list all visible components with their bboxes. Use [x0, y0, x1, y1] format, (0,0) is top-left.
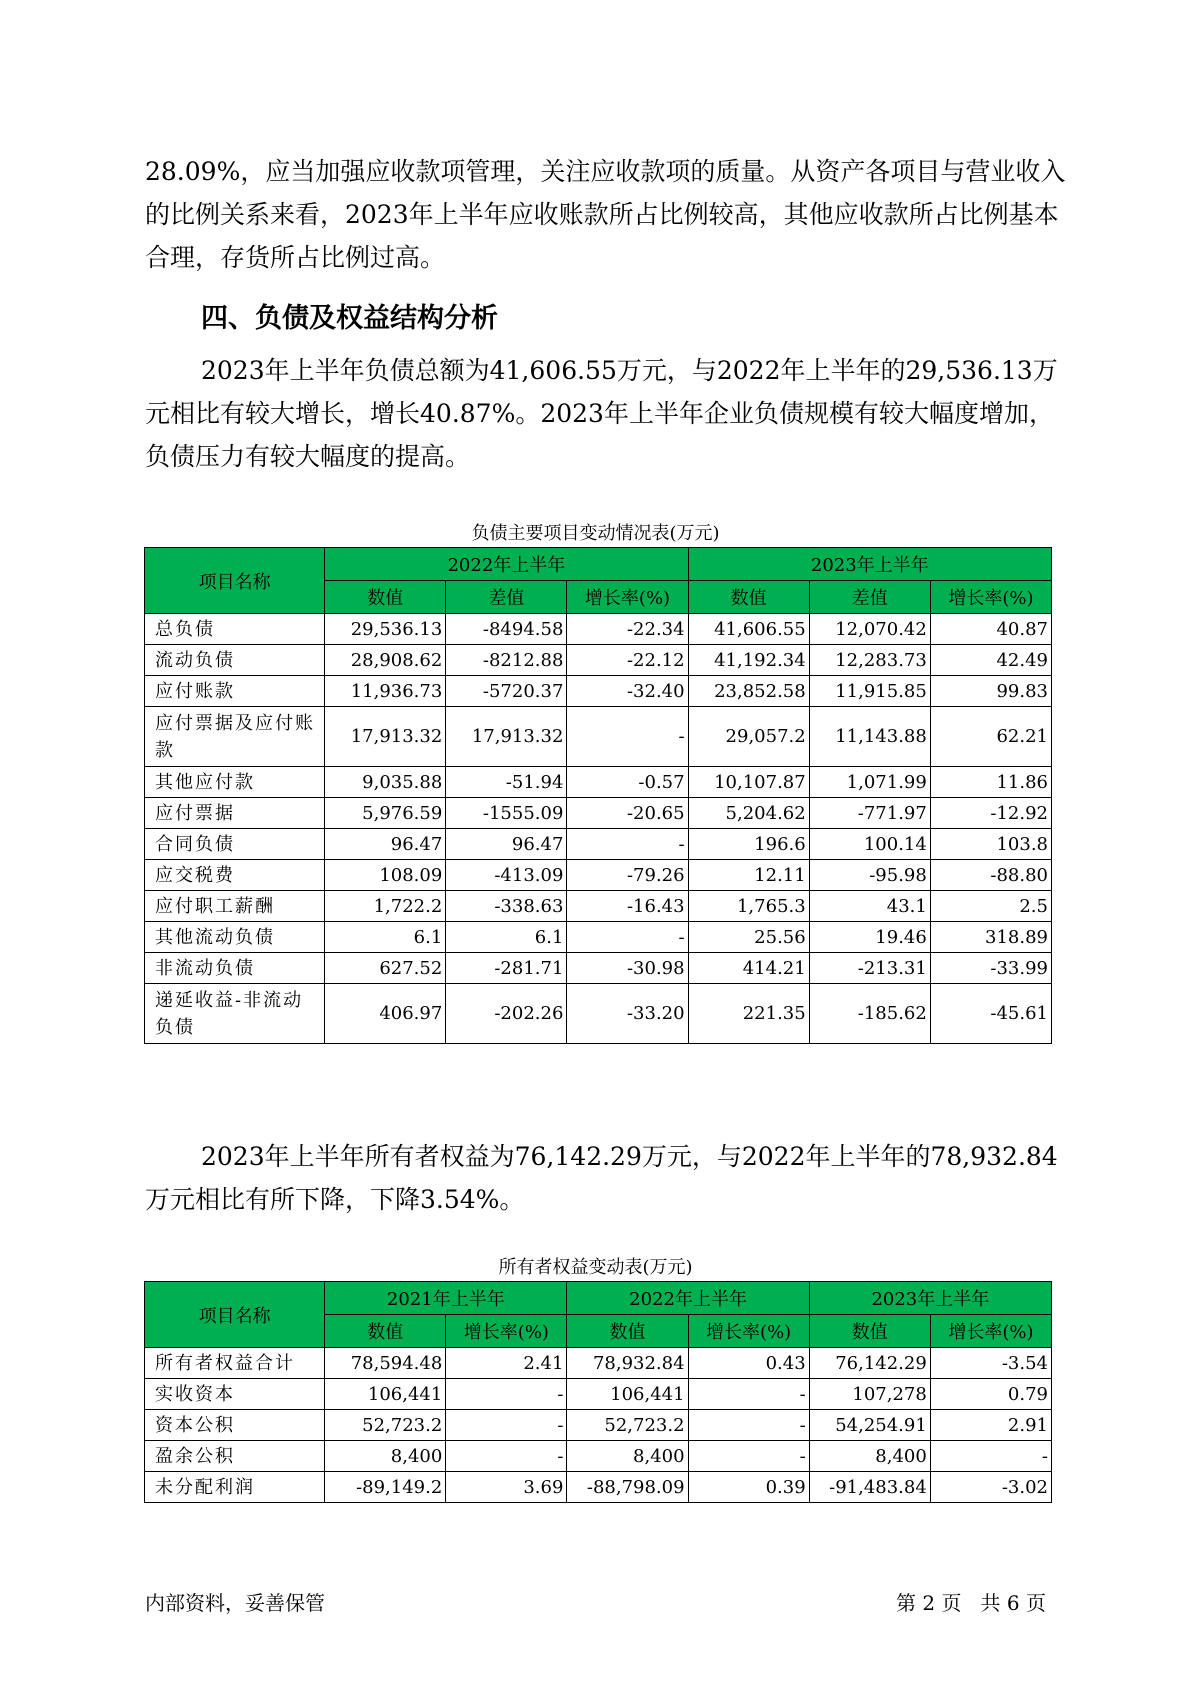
subheader-growth: 增长率(%) — [930, 1315, 1051, 1348]
table-cell: 2.91 — [930, 1410, 1051, 1441]
table-cell: -3.54 — [930, 1348, 1051, 1379]
subheader-diff: 差值 — [809, 581, 930, 614]
table-cell: 19.46 — [809, 922, 930, 953]
table-cell: - — [930, 1441, 1051, 1472]
table-cell: 9,035.88 — [325, 767, 446, 798]
row-label: 应付票据及应付账款 — [145, 707, 325, 767]
table-cell: 78,932.84 — [567, 1348, 688, 1379]
table-cell: 100.14 — [809, 829, 930, 860]
table-cell: 108.09 — [325, 860, 446, 891]
table-cell: - — [567, 829, 688, 860]
row-label: 应付职工薪酬 — [145, 891, 325, 922]
table-cell: 1,765.3 — [688, 891, 809, 922]
table-cell: - — [688, 1441, 809, 1472]
table-row — [145, 891, 1052, 922]
subheader-diff: 差值 — [446, 581, 567, 614]
paragraph-liabilities: 2023年上半年负债总额为41,606.55万元，与2022年上半年的29,536.13万元相比有较大增长，增长40.87%。2023年上半年企业负债规模有较大幅度增加，负债压力有较大幅度的提高。 — [145, 356, 1058, 471]
table-cell: -88.80 — [930, 860, 1051, 891]
table-cell: -45.61 — [930, 984, 1051, 1044]
table-cell: 78,594.48 — [325, 1348, 446, 1379]
table-cell: 196.6 — [688, 829, 809, 860]
table-cell: -1555.09 — [446, 798, 567, 829]
table-row — [145, 922, 1052, 953]
table-cell: 52,723.2 — [325, 1410, 446, 1441]
table-cell: 42.49 — [930, 645, 1051, 676]
table-row — [145, 1441, 1052, 1472]
table-cell: 29,057.2 — [688, 707, 809, 767]
row-label: 未分配利润 — [145, 1472, 325, 1503]
paragraph-equity: 2023年上半年所有者权益为76,142.29万元，与2022年上半年的78,932.84万元相比有所下降，下降3.54%。 — [145, 1142, 1058, 1214]
table-cell: - — [446, 1379, 567, 1410]
table-cell: 54,254.91 — [809, 1410, 930, 1441]
table-row — [145, 1379, 1052, 1410]
table-cell: 2.41 — [446, 1348, 567, 1379]
table-cell: -88,798.09 — [567, 1472, 688, 1503]
table-cell: 0.39 — [688, 1472, 809, 1503]
subheader-value: 数值 — [325, 1315, 446, 1348]
table-cell: -32.40 — [567, 676, 688, 707]
row-label: 盈余公积 — [145, 1441, 325, 1472]
table-row — [145, 1410, 1052, 1441]
table-cell: -413.09 — [446, 860, 567, 891]
header-item-name: 项目名称 — [145, 1282, 325, 1348]
table-cell: 28,908.62 — [325, 645, 446, 676]
table-cell: -8494.58 — [446, 614, 567, 645]
table-cell: -22.12 — [567, 645, 688, 676]
table-cell: - — [688, 1410, 809, 1441]
row-label: 资本公积 — [145, 1410, 325, 1441]
table-cell: 11,936.73 — [325, 676, 446, 707]
table-cell: -12.92 — [930, 798, 1051, 829]
table-cell: 221.35 — [688, 984, 809, 1044]
table-cell: 103.8 — [930, 829, 1051, 860]
table-cell: 43.1 — [809, 891, 930, 922]
table-cell: 40.87 — [930, 614, 1051, 645]
liabilities-table-caption: 负债主要项目变动情况表(万元) — [471, 523, 720, 544]
table-cell: 23,852.58 — [688, 676, 809, 707]
table-row — [145, 645, 1052, 676]
table-cell: 5,976.59 — [325, 798, 446, 829]
table-cell: 41,192.34 — [688, 645, 809, 676]
table-cell: 62.21 — [930, 707, 1051, 767]
table-cell: 8,400 — [809, 1441, 930, 1472]
table-row — [145, 707, 1052, 767]
header-period-2022: 2022年上半年 — [567, 1282, 809, 1315]
table-cell: -0.57 — [567, 767, 688, 798]
row-label: 递延收益-非流动负债 — [145, 984, 325, 1044]
section-heading: 四、负债及权益结构分析 — [201, 303, 498, 334]
table-cell: 0.43 — [688, 1348, 809, 1379]
footer-confidential: 内部资料，妥善保管 — [145, 1591, 325, 1615]
table-cell: 5,204.62 — [688, 798, 809, 829]
row-label: 实收资本 — [145, 1379, 325, 1410]
subheader-value: 数值 — [688, 581, 809, 614]
table-cell: - — [567, 922, 688, 953]
table-cell: 99.83 — [930, 676, 1051, 707]
table-cell: 106,441 — [567, 1379, 688, 1410]
table-cell: 12,070.42 — [809, 614, 930, 645]
subheader-growth: 增长率(%) — [446, 1315, 567, 1348]
table-cell: 318.89 — [930, 922, 1051, 953]
table-cell: -213.31 — [809, 953, 930, 984]
table-row — [145, 676, 1052, 707]
footer-page-number: 第 2 页 共 6 页 — [896, 1591, 1046, 1615]
table-cell: 1,071.99 — [809, 767, 930, 798]
table-cell: 6.1 — [446, 922, 567, 953]
table-cell: -79.26 — [567, 860, 688, 891]
table-cell: 1,722.2 — [325, 891, 446, 922]
row-label: 流动负债 — [145, 645, 325, 676]
row-label: 所有者权益合计 — [145, 1348, 325, 1379]
row-label: 其他应付款 — [145, 767, 325, 798]
table-cell: 25.56 — [688, 922, 809, 953]
subheader-growth: 增长率(%) — [930, 581, 1051, 614]
table-cell: -8212.88 — [446, 645, 567, 676]
header-item-name: 项目名称 — [145, 548, 325, 614]
subheader-value: 数值 — [809, 1315, 930, 1348]
table-cell: -185.62 — [809, 984, 930, 1044]
table-cell: - — [688, 1379, 809, 1410]
table-cell: -16.43 — [567, 891, 688, 922]
header-period-2023: 2023年上半年 — [809, 1282, 1051, 1315]
table-cell: -22.34 — [567, 614, 688, 645]
table-cell: 11,143.88 — [809, 707, 930, 767]
table-cell: 96.47 — [325, 829, 446, 860]
liabilities-table — [144, 547, 1052, 1044]
subheader-value: 数值 — [325, 581, 446, 614]
table-row — [145, 614, 1052, 645]
table-cell: -3.02 — [930, 1472, 1051, 1503]
table-cell: 52,723.2 — [567, 1410, 688, 1441]
table-cell: -5720.37 — [446, 676, 567, 707]
table-cell: - — [446, 1441, 567, 1472]
table-cell: 29,536.13 — [325, 614, 446, 645]
table-cell: -771.97 — [809, 798, 930, 829]
table-cell: 8,400 — [567, 1441, 688, 1472]
table-cell: 106,441 — [325, 1379, 446, 1410]
table-row — [145, 829, 1052, 860]
table-cell: 627.52 — [325, 953, 446, 984]
table-row — [145, 798, 1052, 829]
table-cell: -95.98 — [809, 860, 930, 891]
table-cell: 0.79 — [930, 1379, 1051, 1410]
table-cell: 2.5 — [930, 891, 1051, 922]
table-cell: 12,283.73 — [809, 645, 930, 676]
row-label: 其他流动负债 — [145, 922, 325, 953]
table-cell: 8,400 — [325, 1441, 446, 1472]
subheader-growth: 增长率(%) — [567, 581, 688, 614]
row-label: 合同负债 — [145, 829, 325, 860]
table-row — [145, 767, 1052, 798]
row-label: 应付账款 — [145, 676, 325, 707]
table-cell: 6.1 — [325, 922, 446, 953]
row-label: 应付票据 — [145, 798, 325, 829]
row-label: 应交税费 — [145, 860, 325, 891]
table-row — [145, 1472, 1052, 1503]
table-cell: -20.65 — [567, 798, 688, 829]
table-row — [145, 984, 1052, 1044]
row-label: 总负债 — [145, 614, 325, 645]
table-row — [145, 860, 1052, 891]
table-cell: -33.20 — [567, 984, 688, 1044]
equity-table-caption: 所有者权益变动表(万元) — [498, 1257, 693, 1278]
table-cell: 17,913.32 — [446, 707, 567, 767]
table-cell: - — [446, 1410, 567, 1441]
table-row — [145, 1348, 1052, 1379]
table-cell: -91,483.84 — [809, 1472, 930, 1503]
table-cell: -33.99 — [930, 953, 1051, 984]
table-cell: 17,913.32 — [325, 707, 446, 767]
row-label: 非流动负债 — [145, 953, 325, 984]
table-cell: 406.97 — [325, 984, 446, 1044]
table-cell: - — [567, 707, 688, 767]
subheader-value: 数值 — [567, 1315, 688, 1348]
table-cell: -51.94 — [446, 767, 567, 798]
table-row — [145, 953, 1052, 984]
table-cell: 41,606.55 — [688, 614, 809, 645]
table-cell: -338.63 — [446, 891, 567, 922]
table-cell: 10,107.87 — [688, 767, 809, 798]
equity-table — [144, 1281, 1052, 1503]
table-cell: 96.47 — [446, 829, 567, 860]
table-cell: 3.69 — [446, 1472, 567, 1503]
table-cell: 11,915.85 — [809, 676, 930, 707]
table-cell: -30.98 — [567, 953, 688, 984]
paragraph-receivables: 28.09%，应当加强应收款项管理，关注应收款项的质量。从资产各项目与营业收入的比例关系来看，2023年上半年应收账款所占比例较高，其他应收款所占比例基本合理，存货所占比例过高。 — [145, 157, 1066, 272]
table-cell: 11.86 — [930, 767, 1051, 798]
table-cell: 12.11 — [688, 860, 809, 891]
table-cell: -89,149.2 — [325, 1472, 446, 1503]
table-cell: -281.71 — [446, 953, 567, 984]
table-cell: -202.26 — [446, 984, 567, 1044]
header-period-2021: 2021年上半年 — [325, 1282, 567, 1315]
subheader-growth: 增长率(%) — [688, 1315, 809, 1348]
table-cell: 76,142.29 — [809, 1348, 930, 1379]
table-cell: 107,278 — [809, 1379, 930, 1410]
header-period-2022: 2022年上半年 — [325, 548, 688, 581]
header-period-2023: 2023年上半年 — [688, 548, 1051, 581]
table-cell: 414.21 — [688, 953, 809, 984]
